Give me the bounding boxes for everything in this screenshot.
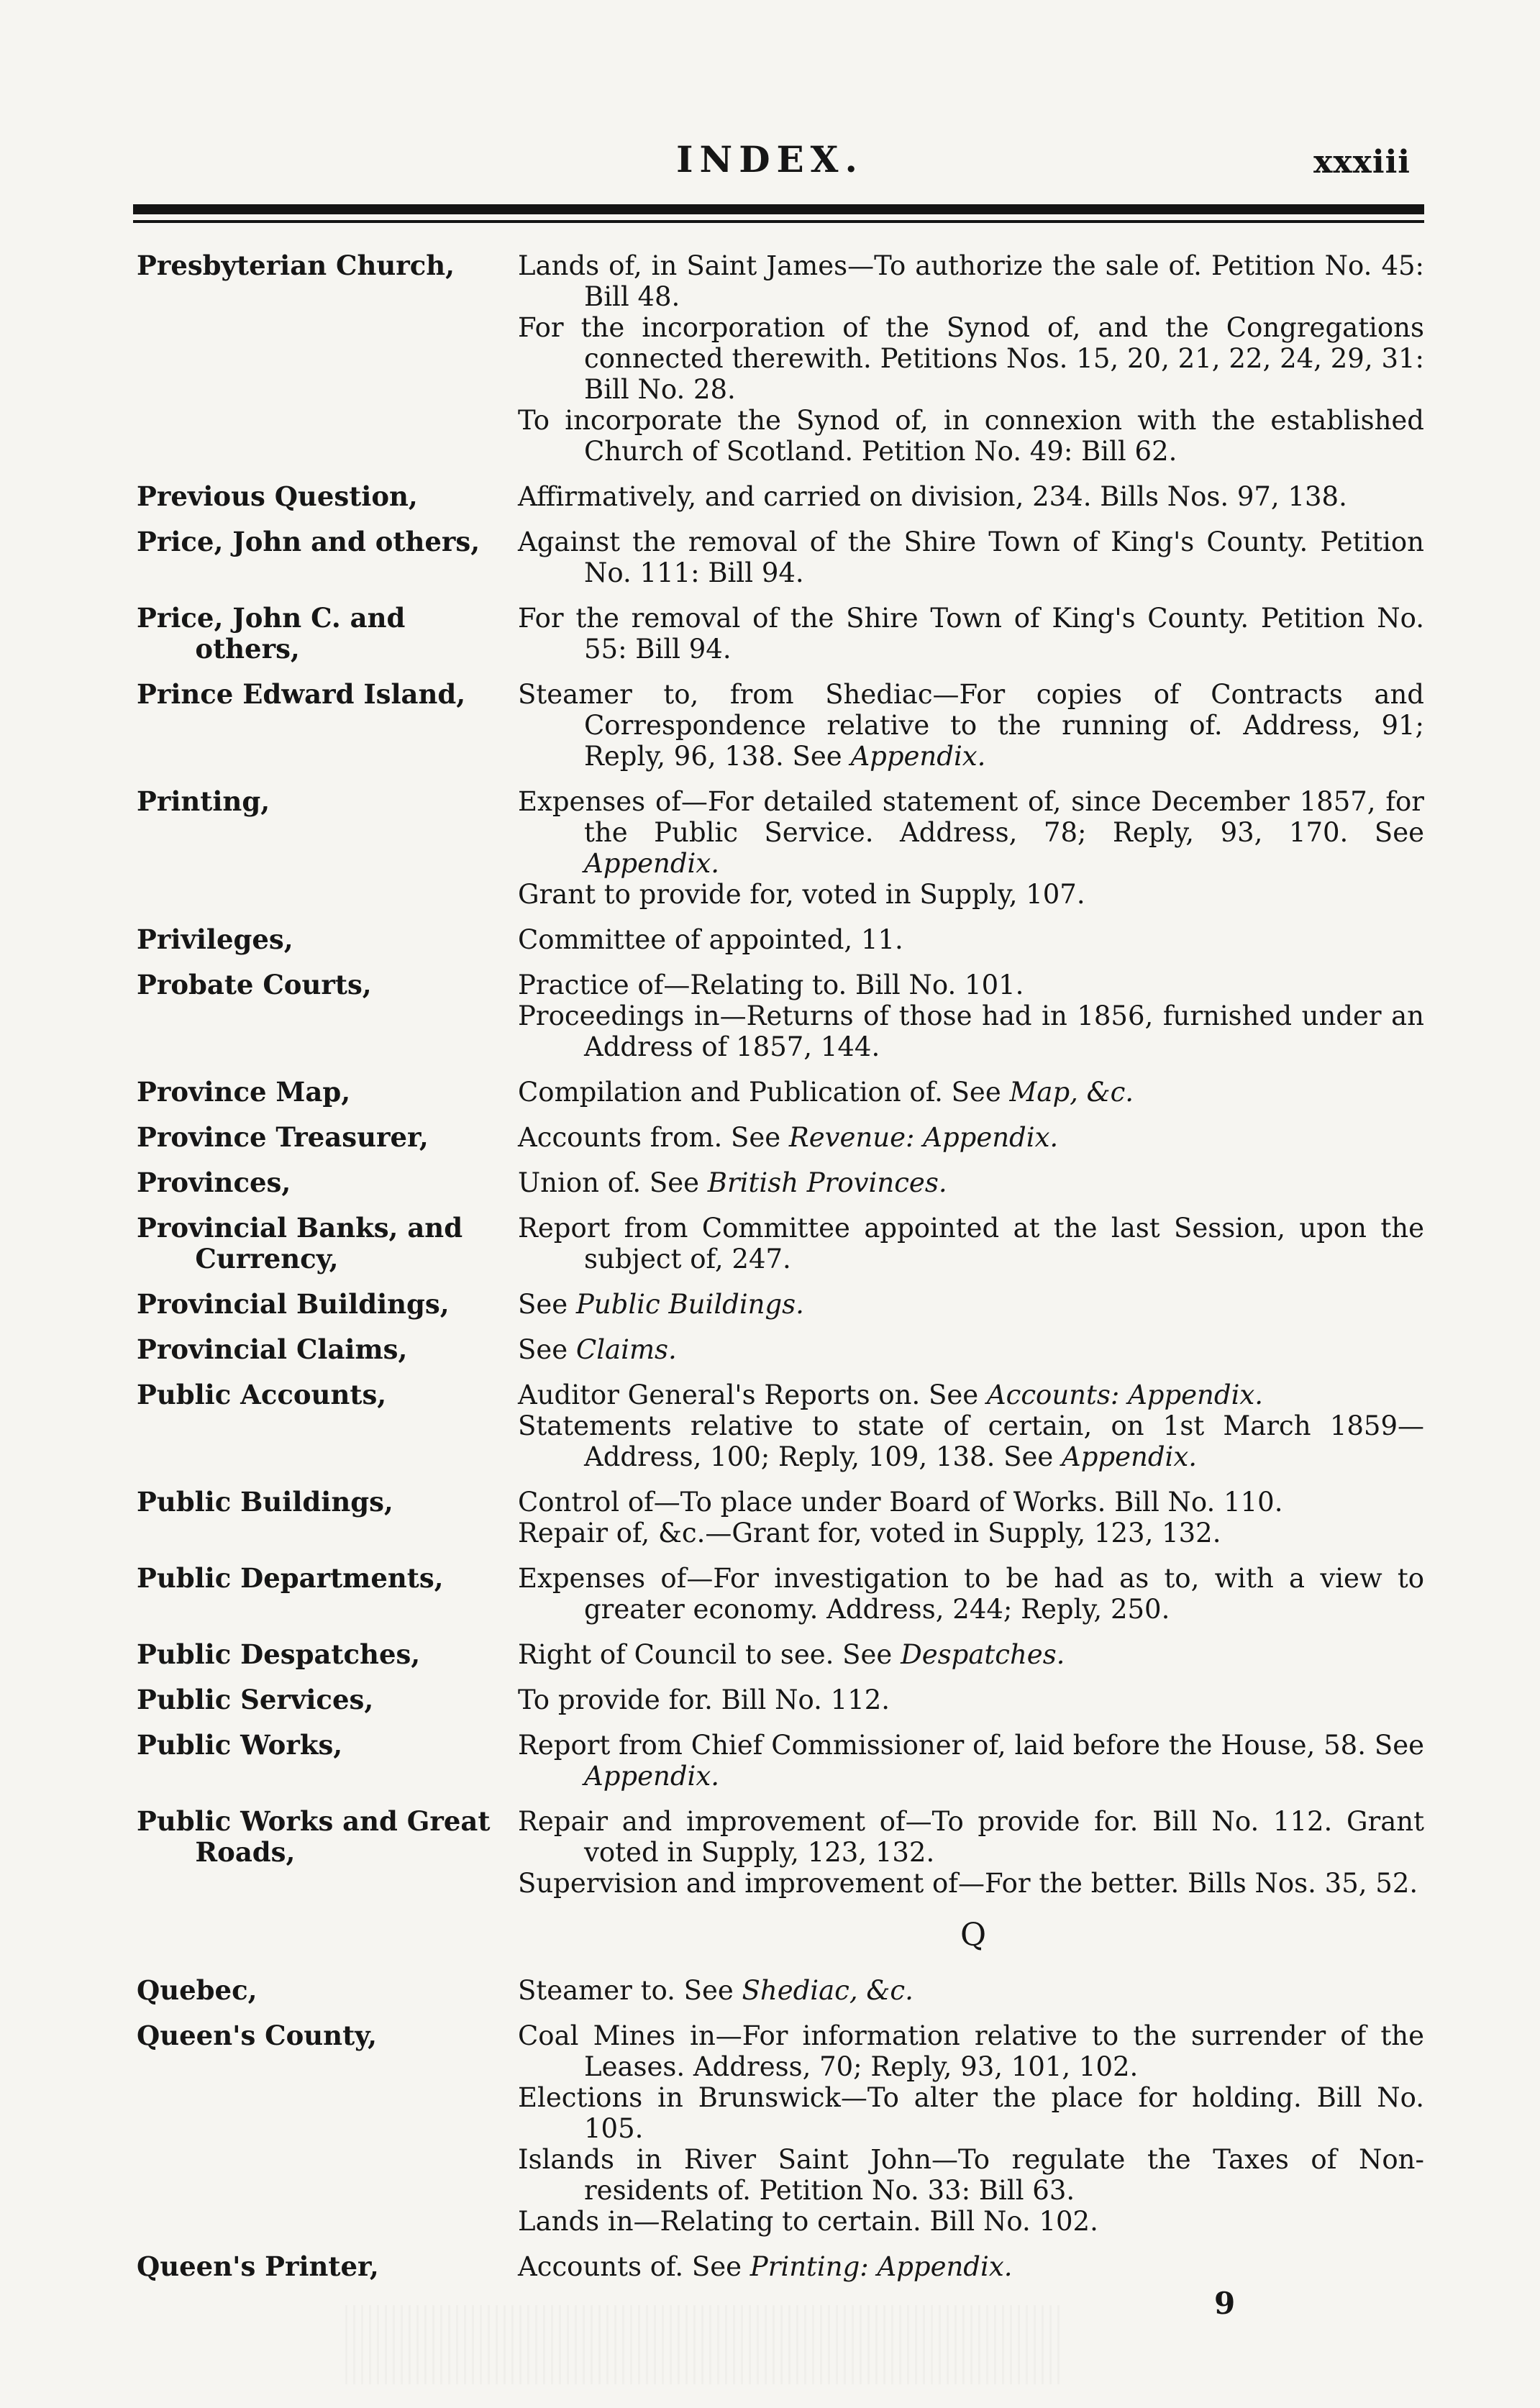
index-descriptions xyxy=(518,1379,1424,1472)
index-description: Auditor General's Reports on. See Accounts: Appendix. xyxy=(518,1379,1264,1410)
index-entry xyxy=(137,481,1424,512)
cross-reference: Appendix. xyxy=(850,741,986,772)
index-term: Provincial Banks, and Currency, xyxy=(137,1212,463,1274)
cross-reference: Despatches. xyxy=(901,1639,1065,1670)
index-descriptions xyxy=(518,1806,1424,1899)
index-term: Privileges, xyxy=(137,923,293,955)
index-descriptions xyxy=(518,1639,1424,1670)
index-descriptions xyxy=(518,603,1424,665)
index-term: Public Buildings, xyxy=(137,1486,393,1518)
index-term: Provincial Buildings, xyxy=(137,1288,450,1320)
index-entry xyxy=(137,970,1424,1062)
index-entry xyxy=(137,786,1424,910)
index-entry xyxy=(137,924,1424,955)
index-entry xyxy=(137,1213,1424,1274)
cross-reference: Map, &c. xyxy=(1009,1077,1134,1108)
index-description: For the incorporation of the Synod of, and the Congregations connected therewith. Petitions Nos. 15, 20, 21, 22, 24, 29, 31: Bill No. 28. xyxy=(518,312,1424,405)
index-entry xyxy=(137,1487,1424,1549)
index-description: Coal Mines in—For information relative to the surrender of the Leases. Address, 70; Reply, 93, 101, 102. xyxy=(518,2020,1424,2082)
index-term: Province Treasurer, xyxy=(137,1121,429,1153)
index-description: Right of Council to see. See Despatches. xyxy=(518,1639,1065,1670)
index-term: Presbyterian Church, xyxy=(137,250,455,281)
index-term: Province Map, xyxy=(137,1076,351,1108)
index-description: Union of. See British Provinces. xyxy=(518,1167,947,1198)
page-title: INDEX. xyxy=(676,138,864,181)
index-term: Provinces, xyxy=(137,1167,291,1198)
index-description: Report from Chief Commissioner of, laid before the House, 58. See Appendix. xyxy=(518,1730,1424,1792)
index-description: Practice of—Relating to. Bill No. 101. xyxy=(518,970,1024,1000)
index-term: Public Services, xyxy=(137,1684,374,1715)
index-descriptions xyxy=(518,481,1424,512)
index-entry xyxy=(137,679,1424,772)
index-descriptions xyxy=(518,924,1424,955)
cross-reference: Public Buildings. xyxy=(575,1289,804,1320)
index-description: Repair and improvement of—To provide for. Bill No. 112. Grant voted in Supply, 123, 132. xyxy=(518,1806,1424,1868)
index-descriptions xyxy=(518,1975,1424,2006)
index-description: To provide for. Bill No. 112. xyxy=(518,1684,890,1715)
index-description: Steamer to, from Shediac—For copies of Contracts and Correspondence relative to the running of. Address, 91; Reply, 96, 138. See Appendix. xyxy=(518,679,1424,772)
index-descriptions xyxy=(518,1122,1424,1153)
index-description: Repair of, &c.—Grant for, voted in Supply, 123, 132. xyxy=(518,1518,1221,1549)
index-entry xyxy=(137,1334,1424,1365)
index-descriptions xyxy=(518,1487,1424,1549)
index-entry xyxy=(137,1975,1424,2006)
index-descriptions xyxy=(518,679,1424,772)
cross-reference: Appendix. xyxy=(584,1761,719,1792)
page-roman-numeral: xxxiii xyxy=(1313,144,1411,181)
index-description: Control of—To place under Board of Works. Bill No. 110. xyxy=(518,1487,1283,1518)
index-term: Public Works and Great Roads, xyxy=(137,1805,491,1868)
entries-q xyxy=(137,1975,1424,2282)
index-descriptions xyxy=(518,2251,1424,2282)
index-descriptions xyxy=(518,526,1424,588)
index-entry xyxy=(137,1563,1424,1625)
index-term: Queen's County, xyxy=(137,2020,378,2051)
index-descriptions xyxy=(518,2020,1424,2237)
index-entry xyxy=(137,526,1424,588)
index-entries xyxy=(137,236,1424,2282)
cross-reference: Accounts: Appendix. xyxy=(986,1379,1264,1410)
index-description: Affirmatively, and carried on division, 234. Bills Nos. 97, 138. xyxy=(518,481,1347,512)
index-term: Price, John and others, xyxy=(137,526,480,557)
index-description: Expenses of—For detailed statement of, since December 1857, for the Public Service. Address, 78; Reply, 93, 170. See Appendix. xyxy=(518,786,1424,879)
index-description: Expenses of—For investigation to be had as to, with a view to greater economy. Address, 244; Reply, 250. xyxy=(518,1563,1424,1625)
index-descriptions xyxy=(518,1730,1424,1792)
index-term: Prince Edward Island, xyxy=(137,678,466,710)
index-entry xyxy=(137,2020,1424,2237)
index-description: Supervision and improvement of—For the better. Bills Nos. 35, 52. xyxy=(518,1868,1418,1899)
index-term: Quebec, xyxy=(137,1974,258,2006)
cross-reference: Appendix. xyxy=(584,848,719,879)
index-entry xyxy=(137,603,1424,665)
index-entry xyxy=(137,1684,1424,1715)
index-descriptions xyxy=(518,1077,1424,1108)
index-description: Grant to provide for, voted in Supply, 107. xyxy=(518,879,1085,910)
index-description: Islands in River Saint John—To regulate the Taxes of Non-residents of. Petition No. 33: Bill 63. xyxy=(518,2144,1424,2206)
index-description: Committee of appointed, 11. xyxy=(518,924,903,955)
index-entry xyxy=(137,2251,1424,2282)
index-description: See Public Buildings. xyxy=(518,1289,804,1320)
header-rule-thin xyxy=(133,220,1424,223)
index-description: Against the removal of the Shire Town of King's County. Petition No. 111: Bill 94. xyxy=(518,526,1424,588)
index-entry xyxy=(137,1639,1424,1670)
index-description: Compilation and Publication of. See Map, &c. xyxy=(518,1077,1134,1108)
index-description: Elections in Brunswick—To alter the place for holding. Bill No. 105. xyxy=(518,2082,1424,2144)
index-entry xyxy=(137,1730,1424,1792)
cross-reference: Shediac, &c. xyxy=(742,1975,913,2006)
index-description: Proceedings in—Returns of those had in 1856, furnished under an Address of 1857, 144. xyxy=(518,1000,1424,1062)
index-entry xyxy=(137,250,1424,467)
cross-reference: British Provinces. xyxy=(707,1167,947,1198)
cross-reference: Printing: Appendix. xyxy=(750,2251,1013,2282)
index-term: Probate Courts, xyxy=(137,969,372,1000)
index-descriptions xyxy=(518,1684,1424,1715)
index-term: Public Accounts, xyxy=(137,1379,387,1410)
index-entry xyxy=(137,1122,1424,1153)
index-descriptions xyxy=(518,1289,1424,1320)
index-descriptions xyxy=(518,1213,1424,1274)
index-descriptions xyxy=(518,250,1424,467)
index-descriptions xyxy=(518,970,1424,1062)
index-description: For the removal of the Shire Town of King's County. Petition No. 55: Bill 94. xyxy=(518,603,1424,665)
index-entry xyxy=(137,1167,1424,1198)
index-entry xyxy=(137,1379,1424,1472)
footer-page-number: 9 xyxy=(1214,2286,1236,2321)
index-term: Previous Question, xyxy=(137,480,418,512)
cross-reference: Appendix. xyxy=(1062,1441,1197,1472)
index-descriptions xyxy=(518,1167,1424,1198)
section-letter-q: Q xyxy=(960,1917,987,1953)
page-noise xyxy=(345,2305,1065,2384)
index-description: Accounts of. See Printing: Appendix. xyxy=(518,2251,1013,2282)
entries-p xyxy=(137,250,1424,1899)
index-term: Public Departments, xyxy=(137,1562,444,1594)
index-term: Provincial Claims, xyxy=(137,1333,408,1365)
header-rule-thick xyxy=(133,204,1424,214)
index-entry xyxy=(137,1289,1424,1320)
index-term: Printing, xyxy=(137,785,270,817)
index-descriptions xyxy=(518,1334,1424,1365)
index-descriptions xyxy=(518,786,1424,910)
index-description: Accounts from. See Revenue: Appendix. xyxy=(518,1122,1059,1153)
index-term: Public Despatches, xyxy=(137,1638,421,1670)
cross-reference: Claims. xyxy=(575,1334,677,1365)
index-term: Price, John C. and others, xyxy=(137,602,406,665)
index-description: See Claims. xyxy=(518,1334,677,1365)
index-entry xyxy=(137,1806,1424,1899)
index-description: Report from Committee appointed at the last Session, upon the subject of, 247. xyxy=(518,1213,1424,1274)
index-description: Steamer to. See Shediac, &c. xyxy=(518,1975,913,2006)
index-description: Statements relative to state of certain, on 1st March 1859—Address, 100; Reply, 109, 138. See Appendix. xyxy=(518,1410,1424,1472)
index-description: Lands of, in Saint James—To authorize the sale of. Petition No. 45: Bill 48. xyxy=(518,250,1424,312)
index-term: Queen's Printer, xyxy=(137,2250,379,2282)
index-descriptions xyxy=(518,1563,1424,1625)
index-term: Public Works, xyxy=(137,1729,343,1761)
index-description: Lands in—Relating to certain. Bill No. 102. xyxy=(518,2206,1098,2237)
cross-reference: Revenue: Appendix. xyxy=(788,1122,1059,1153)
index-description: To incorporate the Synod of, in connexion with the established Church of Scotland. Petition No. 49: Bill 62. xyxy=(518,405,1424,467)
index-entry xyxy=(137,1077,1424,1108)
